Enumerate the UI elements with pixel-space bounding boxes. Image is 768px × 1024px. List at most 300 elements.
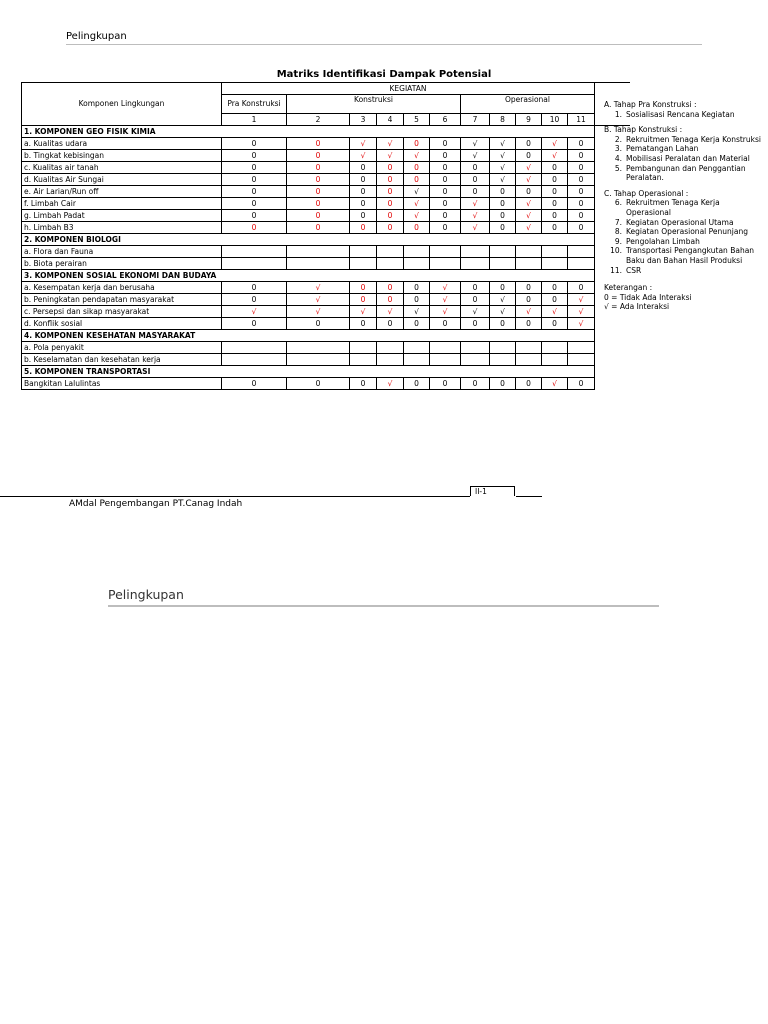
matrix-cell: 0 — [377, 222, 404, 234]
matrix-cell: √ — [350, 306, 377, 318]
legend-item — [604, 246, 764, 265]
matrix-cell — [430, 342, 461, 354]
matrix-cell — [490, 258, 516, 270]
matrix-cell: 0 — [377, 174, 404, 186]
matrix-cell: 0 — [430, 222, 461, 234]
matrix-cell: √ — [516, 306, 542, 318]
section-row — [22, 330, 630, 342]
matrix-cell — [404, 342, 430, 354]
matrix-cell: 0 — [222, 150, 287, 162]
matrix-cell: 0 — [430, 186, 461, 198]
matrix-cell: 0 — [568, 174, 595, 186]
matrix-cell: 0 — [568, 198, 595, 210]
activity-number-8: 8 — [490, 114, 516, 126]
matrix-cell: 0 — [404, 222, 430, 234]
matrix-cell: 0 — [542, 282, 568, 294]
matrix-cell: √ — [350, 138, 377, 150]
legend-item — [604, 144, 764, 154]
matrix-cell: √ — [404, 306, 430, 318]
legend-item-text: Pengolahan Limbah — [626, 236, 700, 246]
legend-list — [604, 198, 764, 275]
matrix-cell — [404, 246, 430, 258]
matrix-cell: √ — [461, 210, 490, 222]
table-row — [22, 150, 630, 162]
table-row — [22, 138, 630, 150]
row-label: b. Biota perairan — [22, 258, 222, 270]
legend-item-text: CSR — [626, 265, 642, 275]
matrix-cell: 0 — [287, 378, 350, 390]
matrix-cell — [287, 342, 350, 354]
matrix-cell: √ — [222, 306, 287, 318]
matrix-cell: 0 — [568, 150, 595, 162]
matrix-cell: √ — [430, 294, 461, 306]
legend-item-number: 9. — [614, 236, 622, 246]
row-label: g. Limbah Padat — [22, 210, 222, 222]
row-label: b. Keselamatan dan kesehatan kerja — [22, 354, 222, 366]
phase-konstruksi-header: Konstruksi — [287, 95, 461, 114]
matrix-cell: 0 — [461, 294, 490, 306]
matrix-cell: √ — [461, 306, 490, 318]
table-row — [22, 378, 630, 390]
matrix-cell: √ — [377, 306, 404, 318]
matrix-cell — [490, 342, 516, 354]
table-row — [22, 294, 630, 306]
matrix-cell — [350, 258, 377, 270]
matrix-cell: √ — [516, 174, 542, 186]
matrix-cell — [490, 354, 516, 366]
page-number-box: II-1 — [470, 486, 515, 496]
matrix-cell: 0 — [430, 378, 461, 390]
activity-number-5: 5 — [404, 114, 430, 126]
matrix-cell — [287, 258, 350, 270]
matrix-cell — [430, 354, 461, 366]
matrix-cell: 0 — [287, 318, 350, 330]
matrix-cell: √ — [377, 150, 404, 162]
matrix-cell: 0 — [490, 318, 516, 330]
matrix-cell — [430, 246, 461, 258]
matrix-cell: 0 — [568, 186, 595, 198]
matrix-cell: 0 — [516, 150, 542, 162]
matrix-cell: 0 — [516, 138, 542, 150]
matrix-cell — [461, 246, 490, 258]
matrix-cell: 0 — [287, 150, 350, 162]
matrix-cell: 0 — [350, 174, 377, 186]
legend-keterangan-title: Keterangan : — [604, 283, 653, 293]
matrix-cell: √ — [516, 198, 542, 210]
matrix-cell: 0 — [430, 138, 461, 150]
matrix-cell — [568, 342, 595, 354]
phase-operasional-header: Operasional — [461, 95, 595, 114]
section-label: 2. KOMPONEN BIOLOGI — [22, 234, 595, 246]
matrix-cell: 0 — [377, 282, 404, 294]
matrix-cell: 0 — [222, 198, 287, 210]
matrix-cell: 0 — [430, 198, 461, 210]
matrix-cell: 0 — [222, 162, 287, 174]
matrix-cell — [568, 246, 595, 258]
legend-item-text: Pembangunan dan Penggantian Peralatan. — [626, 163, 746, 183]
row-label: a. Kesempatan kerja dan berusaha — [22, 282, 222, 294]
matrix-cell — [542, 258, 568, 270]
table-row — [22, 258, 630, 270]
row-label: d. Kualitas Air Sungai — [22, 174, 222, 186]
activity-number-10: 10 — [542, 114, 568, 126]
matrix-cell: √ — [377, 138, 404, 150]
matrix-cell: 0 — [350, 162, 377, 174]
matrix-cell — [516, 246, 542, 258]
legend-item — [604, 266, 764, 276]
row-label: c. Persepsi dan sikap masyarakat — [22, 306, 222, 318]
table-row — [22, 354, 630, 366]
table-row — [22, 162, 630, 174]
legend-item-text: Sosialisasi Rencana Kegiatan — [626, 109, 735, 119]
matrix-cell: 0 — [404, 318, 430, 330]
legend-group-title: B. Tahap Konstruksi : — [604, 125, 683, 135]
matrix-cell: 0 — [404, 282, 430, 294]
matrix-cell: √ — [461, 150, 490, 162]
matrix-cell: 0 — [516, 294, 542, 306]
matrix-cell: 0 — [377, 198, 404, 210]
matrix-cell: √ — [568, 306, 595, 318]
table-row — [22, 246, 630, 258]
matrix-cell: 0 — [222, 210, 287, 222]
matrix-cell — [461, 354, 490, 366]
matrix-cell — [516, 354, 542, 366]
matrix-cell: 0 — [287, 210, 350, 222]
matrix-cell: 0 — [430, 210, 461, 222]
matrix-cell: 0 — [350, 318, 377, 330]
matrix-cell: 0 — [568, 222, 595, 234]
table-row — [22, 210, 630, 222]
matrix-cell — [377, 342, 404, 354]
matrix-cell — [222, 342, 287, 354]
row-label: d. Konflik sosial — [22, 318, 222, 330]
legend-item — [604, 237, 764, 247]
table-row — [22, 318, 630, 330]
kegiatan-header: KEGIATAN — [222, 83, 595, 95]
legend-list — [604, 135, 764, 183]
legend-item — [604, 135, 764, 145]
table-row — [22, 222, 630, 234]
matrix-cell: 0 — [222, 378, 287, 390]
row-label: Bangkitan Lalulintas — [22, 378, 222, 390]
matrix-cell: 0 — [287, 186, 350, 198]
matrix-cell: 0 — [461, 378, 490, 390]
activity-number-6: 6 — [430, 114, 461, 126]
table-row — [22, 306, 630, 318]
matrix-cell: √ — [287, 306, 350, 318]
matrix-cell: 0 — [350, 294, 377, 306]
matrix-cell — [222, 246, 287, 258]
legend-item-number: 3. — [614, 144, 622, 154]
matrix-cell: 0 — [404, 294, 430, 306]
matrix-cell: 0 — [461, 162, 490, 174]
matrix-cell: √ — [490, 138, 516, 150]
next-page-header-rule — [108, 605, 659, 607]
footer-text: AMdal Pengembangan PT.Canag Indah — [69, 499, 243, 509]
matrix-cell: 0 — [377, 210, 404, 222]
matrix-cell: √ — [350, 150, 377, 162]
matrix-cell: 0 — [377, 318, 404, 330]
matrix-cell: 0 — [542, 198, 568, 210]
matrix-cell: 0 — [542, 294, 568, 306]
matrix-cell — [516, 342, 542, 354]
legend-item-text: Transportasi Pengangkutan Bahan Baku dan Bahan Hasil Produksi — [626, 246, 755, 265]
activity-number-3: 3 — [350, 114, 377, 126]
matrix-cell: √ — [404, 198, 430, 210]
legend-item-number: 7. — [614, 217, 622, 227]
section-row — [22, 234, 630, 246]
matrix-cell: √ — [461, 222, 490, 234]
matrix-cell: 0 — [287, 138, 350, 150]
legend-item-text: Rekruitmen Tenaga Kerja Operasional — [626, 198, 720, 217]
activity-number-9: 9 — [516, 114, 542, 126]
matrix-cell: 0 — [350, 198, 377, 210]
matrix-cell — [461, 342, 490, 354]
matrix-cell: 0 — [568, 210, 595, 222]
legend-item — [604, 164, 764, 183]
section-row — [22, 270, 630, 282]
matrix-cell: √ — [404, 186, 430, 198]
matrix-cell: 0 — [222, 282, 287, 294]
matrix-cell: 0 — [568, 138, 595, 150]
legend-item — [604, 154, 764, 164]
activity-number-4: 4 — [377, 114, 404, 126]
matrix-cell — [490, 246, 516, 258]
legend-item — [604, 110, 764, 120]
matrix-cell: 0 — [516, 186, 542, 198]
legend-item-number: 5. — [614, 163, 622, 173]
section-label: 5. KOMPONEN TRANSPORTASI — [22, 366, 595, 378]
matrix-cell: 0 — [568, 282, 595, 294]
phase-pra-header: Pra Konstruksi — [222, 95, 287, 114]
legend-item-text: Pematangan Lahan — [626, 144, 699, 154]
table-row — [22, 198, 630, 210]
component-column-header: Komponen Lingkungan — [22, 83, 222, 126]
row-label: a. Flora dan Fauna — [22, 246, 222, 258]
legend-item-number: 6. — [614, 198, 622, 208]
matrix-cell: √ — [461, 198, 490, 210]
matrix-cell — [542, 354, 568, 366]
table-row — [22, 174, 630, 186]
matrix-cell: √ — [516, 210, 542, 222]
matrix-cell — [542, 342, 568, 354]
matrix-cell: 0 — [490, 378, 516, 390]
matrix-cell: 0 — [461, 174, 490, 186]
matrix-cell: 0 — [377, 294, 404, 306]
matrix-cell — [350, 354, 377, 366]
matrix-cell: 0 — [222, 318, 287, 330]
matrix-cell: 0 — [404, 162, 430, 174]
row-label: b. Peningkatan pendapatan masyarakat — [22, 294, 222, 306]
matrix-cell: 0 — [404, 138, 430, 150]
matrix-cell — [350, 246, 377, 258]
matrix-cell: 0 — [287, 198, 350, 210]
matrix-cell — [222, 354, 287, 366]
next-page-header-text: Pelingkupan — [108, 587, 184, 602]
table-row — [22, 342, 630, 354]
matrix-cell: √ — [516, 222, 542, 234]
matrix-cell: 0 — [430, 318, 461, 330]
legend-keterangan-zero: 0 = Tidak Ada Interaksi — [604, 292, 692, 302]
matrix-cell: √ — [542, 306, 568, 318]
matrix-cell: 0 — [542, 210, 568, 222]
row-label: b. Tingkat kebisingan — [22, 150, 222, 162]
matrix-cell: 0 — [490, 282, 516, 294]
row-label: a. Kualitas udara — [22, 138, 222, 150]
matrix-cell: 0 — [568, 378, 595, 390]
legend-item-text: Rekruitmen Tenaga Kerja Konstruksi — [626, 134, 761, 144]
matrix-cell: 0 — [516, 318, 542, 330]
matrix-cell: √ — [516, 162, 542, 174]
activity-number-7: 7 — [461, 114, 490, 126]
matrix-cell: 0 — [222, 174, 287, 186]
activity-number-2: 2 — [287, 114, 350, 126]
section-label: 3. KOMPONEN SOSIAL EKONOMI DAN BUDAYA — [22, 270, 595, 282]
matrix-cell: 0 — [430, 150, 461, 162]
matrix-cell — [287, 354, 350, 366]
matrix-cell — [377, 246, 404, 258]
matrix-cell: 0 — [222, 138, 287, 150]
matrix-cell: 0 — [461, 186, 490, 198]
section-row — [22, 366, 630, 378]
matrix-cell: 0 — [350, 378, 377, 390]
matrix-cell: √ — [568, 318, 595, 330]
activity-number-11: 11 — [568, 114, 595, 126]
matrix-cell: √ — [490, 294, 516, 306]
matrix-cell: √ — [490, 306, 516, 318]
matrix-cell: 0 — [542, 174, 568, 186]
matrix-cell — [222, 258, 287, 270]
legend-item — [604, 227, 764, 237]
matrix-cell: √ — [490, 174, 516, 186]
table-row — [22, 282, 630, 294]
section-row — [22, 126, 630, 138]
matrix-cell: √ — [377, 378, 404, 390]
section-label: 1. KOMPONEN GEO FISIK KIMIA — [22, 126, 595, 138]
matrix-cell: 0 — [222, 294, 287, 306]
matrix-cell: 0 — [430, 174, 461, 186]
matrix-cell — [461, 258, 490, 270]
legend-group-title: A. Tahap Pra Konstruksi : — [604, 100, 697, 109]
legend-item-number: 8. — [614, 227, 622, 237]
matrix-cell: 0 — [490, 198, 516, 210]
matrix-cell: 0 — [542, 186, 568, 198]
matrix-cell: 0 — [461, 282, 490, 294]
matrix-cell: 0 — [490, 222, 516, 234]
matrix-cell: 0 — [350, 282, 377, 294]
matrix-cell — [568, 258, 595, 270]
row-label: f. Limbah Cair — [22, 198, 222, 210]
matrix-cell: √ — [490, 150, 516, 162]
legend-item-number: 10. — [610, 246, 622, 256]
matrix-cell: 0 — [222, 222, 287, 234]
matrix-cell: 0 — [516, 282, 542, 294]
section-label: 4. KOMPONEN KESEHATAN MASYARAKAT — [22, 330, 595, 342]
legend-item-text: Kegiatan Operasional Penunjang — [626, 227, 748, 237]
matrix-cell — [516, 258, 542, 270]
legend-panel — [604, 100, 764, 312]
matrix-cell: √ — [542, 138, 568, 150]
legend-item-number: 11. — [610, 265, 622, 275]
matrix-cell: 0 — [404, 378, 430, 390]
activity-number-1: 1 — [222, 114, 287, 126]
matrix-cell: 0 — [490, 210, 516, 222]
matrix-cell: 0 — [287, 222, 350, 234]
matrix-cell: 0 — [377, 186, 404, 198]
matrix-cell: √ — [568, 294, 595, 306]
footer-rule-right — [516, 496, 542, 497]
matrix-cell: 0 — [568, 162, 595, 174]
matrix-cell — [404, 354, 430, 366]
matrix-cell: √ — [404, 210, 430, 222]
matrix-title: Matriks Identifikasi Dampak Potensial — [276, 69, 492, 80]
matrix-cell: 0 — [516, 378, 542, 390]
matrix-cell: 0 — [542, 162, 568, 174]
matrix-cell: √ — [287, 294, 350, 306]
row-label: c. Kualitas air tanah — [22, 162, 222, 174]
matrix-cell: √ — [430, 282, 461, 294]
matrix-cell: √ — [430, 306, 461, 318]
matrix-cell: 0 — [222, 186, 287, 198]
matrix-cell: 0 — [490, 186, 516, 198]
matrix-cell — [377, 258, 404, 270]
footer-rule-left — [0, 496, 470, 497]
legend-item-text: Kegiatan Operasional Utama — [626, 217, 734, 227]
matrix-cell: √ — [542, 150, 568, 162]
page-header-text: Pelingkupan — [66, 31, 127, 42]
matrix-cell: √ — [542, 378, 568, 390]
matrix-cell: 0 — [287, 174, 350, 186]
legend-item — [604, 198, 764, 217]
matrix-cell: 0 — [350, 210, 377, 222]
matrix-cell — [287, 246, 350, 258]
matrix-cell: √ — [461, 138, 490, 150]
matrix-cell: 0 — [287, 162, 350, 174]
matrix-cell: √ — [490, 162, 516, 174]
matrix-cell: 0 — [404, 174, 430, 186]
legend-item-number: 4. — [614, 153, 622, 163]
matrix-cell — [542, 246, 568, 258]
matrix-cell: 0 — [542, 222, 568, 234]
legend-list — [604, 110, 764, 120]
legend-item — [604, 218, 764, 228]
legend-keterangan-check: √ = Ada Interaksi — [604, 302, 670, 312]
impact-matrix-table — [21, 82, 630, 390]
legend-group-title: C. Tahap Operasional : — [604, 188, 689, 198]
table-row — [22, 186, 630, 198]
matrix-cell — [430, 258, 461, 270]
matrix-cell: 0 — [350, 222, 377, 234]
row-label: a. Pola penyakit — [22, 342, 222, 354]
legend-item-text: Mobilisasi Peralatan dan Material — [626, 153, 750, 163]
row-label: e. Air Larian/Run off — [22, 186, 222, 198]
matrix-cell: 0 — [542, 318, 568, 330]
matrix-cell: 0 — [430, 162, 461, 174]
legend-item-number: 2. — [614, 134, 622, 144]
matrix-cell — [404, 258, 430, 270]
matrix-cell — [377, 354, 404, 366]
row-label: h. Limbah B3 — [22, 222, 222, 234]
legend-item-number: 1. — [614, 109, 622, 119]
matrix-cell — [350, 342, 377, 354]
matrix-cell: √ — [287, 282, 350, 294]
matrix-cell — [568, 354, 595, 366]
matrix-cell: 0 — [461, 318, 490, 330]
matrix-cell: 0 — [377, 162, 404, 174]
matrix-cell: √ — [404, 150, 430, 162]
header-rule — [66, 44, 702, 45]
matrix-cell: 0 — [350, 186, 377, 198]
